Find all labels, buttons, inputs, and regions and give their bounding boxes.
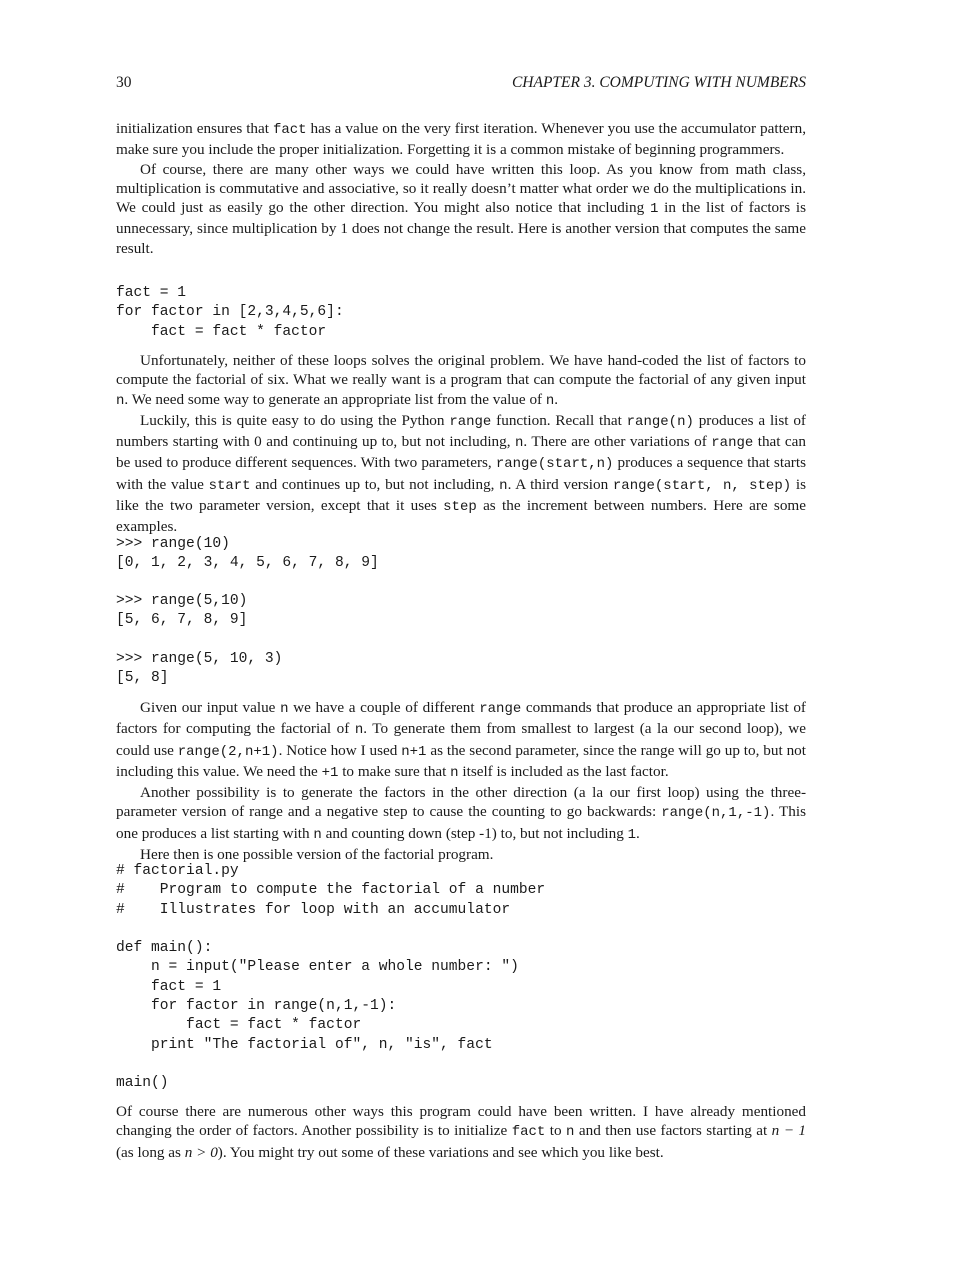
math-n-greater-0: n > 0 (184, 1143, 218, 1161)
code-listing-factorial-program: # factorial.py # Program to compute the factorial of a number # Illustrates for loop with an accumulator def main(): n = input("Please enter a whole number: ") fact = 1 for factor in range(n,1,-1): fact = fact * factor print "The factorial of", n, "is", fact main() (116, 863, 546, 1092)
running-header (116, 74, 806, 94)
paragraph-here-then: Here then is one possible version of the factorial program. (140, 846, 494, 864)
code-listing-loop: fact = 1 for factor in [2,3,4,5,6]: fact = fact * factor (116, 285, 344, 340)
paragraph-closing: Of course there are numerous other ways this program could have been written. I have already mentioned changing the order of factors. Another possibility is to initialize fact to n and then use factors starting at n − 1 (as long as n > 0). You might try out some of these variations and see which you like best. (116, 1103, 806, 1161)
paragraph-range-function: Luckily, this is quite easy to do using the Python range function. Recall that range(n) produces a list of numbers starting with 0 and continuing up to, but not including, n. There are other variations of range that can be used to produce different sequences. With two parameters, range(start,n) produces a sequence that starts with the value start and continues up to, but not including, n. A third version range(start, n, step) is like the two parameter version, except that it uses step as the increment between numbers. Here are some examples. (116, 411, 807, 536)
page-number: 30 (116, 74, 132, 91)
code-example-range-5-10: >>> range(5,10) [5, 6, 7, 8, 9] (116, 593, 248, 629)
paragraph-another-possibility: Another possibility is to generate the factors in the other direction (a la our first loop) using the three-parameter version of range and a negative step to cause the counting to go backwards: range(n,1,-1). This one produces a list starting with n and counting down (step -1) to, but not including 1. (116, 784, 806, 843)
paragraph-other-ways: Of course, there are many other ways we could have written this loop. As you know from math class, multiplication is commutative and associative, so it really doesn’t matter what order we do the multiplications in. We could just as easily go the other direction. You might also notice that including 1 in the list of factors is unnecessary, since multiplication by 1 does not change the result. Here is another version that computes the same result. (116, 160, 806, 257)
paragraph-range-intro: Unfortunately, neither of these loops solves the original problem. We have hand-coded the list of factors to compute the factorial of six. What we really want is a program that can compute the factorial of any given input n. We need some way to generate an appropriate list from the value of n. Luckily, this is quite easy to do using the Python range function. Recall that range(n) produces a list of numbers starting with 0 and continuing up to, but not including, n. There are other variations of range that can be used to produce different sequences. With two parameters, range(start,n) produces a sequence that starts with the value start and continues up to, but not including, n. A third version range(start, n, step) is like the two parameter version, except that it uses step as the increment between numbers. Here are some examples. (116, 352, 807, 536)
paragraph-accumulator-init: initialization ensures that fact has a value on the very first iteration. Whenever you use the accumulator pattern, make sure you include the proper initialization. Forgetting it is a common mistake of beginning programmers. Of course, there are many other ways we could have written this loop. As you know from math class, multiplication is commutative and associative, so it really doesn’t matter what order we do the multiplications in. We could just as easily go the other direction. You might also notice that including 1 in the list of factors is unnecessary, since multiplication by 1 does not change the result. Here is another version that computes the same result. (116, 120, 806, 257)
math-n-minus-1: n − 1 (771, 1122, 806, 1140)
chapter-title: CHAPTER 3. COMPUTING WITH NUMBERS (511, 74, 806, 91)
code-example-range-10: >>> range(10) [0, 1, 2, 3, 4, 5, 6, 7, 8, 9] (116, 536, 379, 572)
code-example-range-5-10-3: >>> range(5, 10, 3) [5, 8] (116, 651, 283, 687)
paragraph-input-value: Given our input value n we have a couple of different range commands that produce an appropriate list of factors for computing the factorial of n. To generate them from smallest to largest (a la our second loop), we could use range(2,n+1). Notice how I used n+1 as the second parameter, since the range will go up to, but not including this value. We need the +1 to make sure that n itself is included as the last factor. Another possibility is to generate the factors in the other direction (a la our first loop) using the three-parameter version of range and a negative step to cause the counting to go backwards: range(n,1,-1). This one produces a list starting with n and counting down (step -1) to, but not including 1. Here then is one possible version of the factorial program. (116, 699, 806, 864)
